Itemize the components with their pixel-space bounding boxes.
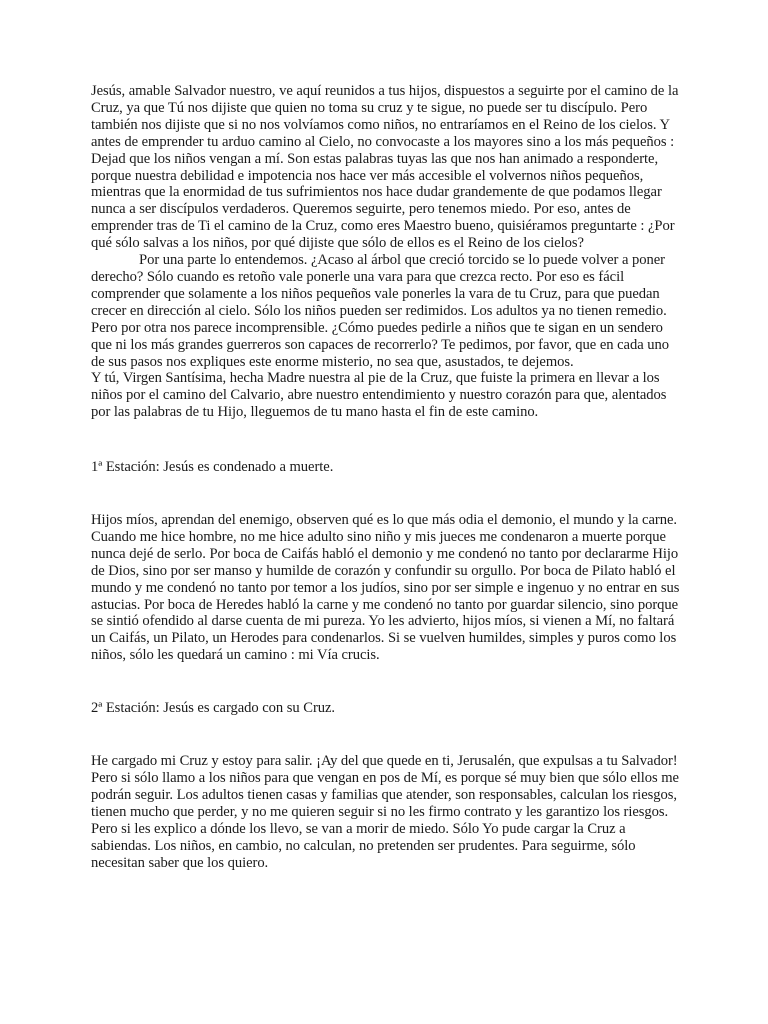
station-text: Hijos míos, aprendan del enemigo, observen qué es lo que más odia el demonio, el mundo y la carne. Cuando me hice hombre, no me hice adulto sino niño y mis jueces me condenaron a muerte porque nunca dejé de serlo. Por boca de Caifás habló el demonio y me condenó no tanto por declararme Hijo de Dios, sino por ser manso y humilde de corazón y confundir su orgullo. Por boca de Pilato habló el mundo y me condenó no tanto por temor a los judíos, sino por ser simple e ingenuo y no entrar en sus astucias. Por boca de Heredes habló la carne y me condenó no tanto por guardar silencio, sino porque se sintió ofendido al darse cuenta de mi pureza. Yo les advierto, hijos míos, si vienen a Mí, no faltará un Caifás, un Pilato, un Herodes para condenarlos. Si se vuelven humildes, simples y puros como los niños, sólo les quedará un camino : mi Vía crucis.: [91, 512, 680, 664]
spacer: [91, 476, 681, 512]
intro-paragraph: [91, 252, 681, 320]
document-page: [91, 83, 681, 871]
intro-paragraph: Jesús, amable Salvador nuestro, ve aquí reunidos a tus hijos, dispuestos a seguirte por el camino de la Cruz, ya que Tú nos dijiste que quien no toma su cruz y te sigue, no puede ser tu discípulo. Pero también nos dijiste que si no nos volvíamos como niños, no entraríamos en el Reino de los cielos. Y antes de emprender tu arduo camino al Cielo, no convocaste a los mayores sino a los más pequeños : Dejad que los niños vengan a mí. Son estas palabras tuyas las que nos han animado a responderte, porque nuestra debilidad e impotencia nos hace ver más accesible el volvernos niños pequeños, mientras que la enormidad de tus sufrimientos nos hace dudar grandemente de que podamos llegar nunca a ser discípulos verdaderos. Queremos seguirte, pero tenemos miedo. Por eso, antes de emprender tras de Ti el camino de la Cruz, como eres Maestro bueno, quisiéramos preguntarte : ¿Por qué sólo salvas a los niños, por qué dijiste que sólo de ellos es el Reino de los cielos?: [91, 83, 679, 252]
station-text: He cargado mi Cruz y estoy para salir. ¡Ay del que quede en ti, Jerusalén, que expulsas a tu Salvador! Pero si sólo llamo a los niños para que vengan en pos de Mí, es porque sé muy bien que sólo ellos me podrán seguir. Los adultos tienen casas y familias que atender, son responsables, calculan los riesgos, tienen mucho que perder, y no me quieren seguir si no les firmo contrato y les garantizo los riesgos. Pero si les explico a dónde los llevo, se van a morir de miedo. Sólo Yo pude cargar la Cruz a sabiendas. Los niños, en cambio, no calculan, no pretenden ser prudentes. Para seguirme, sólo necesitan saber que los quiero.: [91, 753, 679, 871]
station-title: 1ª Estación: Jesús es condenado a muerte.: [91, 459, 334, 476]
spacer: [91, 421, 681, 459]
spacer: [91, 717, 681, 753]
intro-paragraph: Y tú, Virgen Santísima, hecha Madre nuestra al pie de la Cruz, que fuiste la primera en llevar a los niños por el camino del Calvario, abre nuestro entendimiento y nuestro corazón para que, alentados por las palabras de tu Hijo, lleguemos de tu mano hasta el fin de este camino.: [91, 370, 667, 421]
intro-paragraph: Pero por otra nos parece incomprensible. ¿Cómo puedes pedirle a niños que te sigan en un sendero que ni los más grandes guerreros son capaces de recorrerlo? Te pedimos, por favor, que en cada uno de sus pasos nos expliques este enorme misterio, no sea que, asustados, te dejemos.: [91, 319, 669, 370]
spacer: [91, 664, 681, 700]
station-title: 2ª Estación: Jesús es cargado con su Cruz.: [91, 700, 336, 717]
intro-paragraph-text: Por una parte lo entendemos. ¿Acaso al árbol que creció torcido se lo puede volver a poner derecho? Sólo cuando es retoño vale ponerle una vara para que crezca recto. Por eso es fácil comprender que solamente a los niños pequeños vale ponerles la vara de tu Cruz, para que puedan crecer en dirección al cielo. Sólo los niños pueden ser redimidos. Los adultos ya no tienen remedio.: [91, 252, 667, 319]
